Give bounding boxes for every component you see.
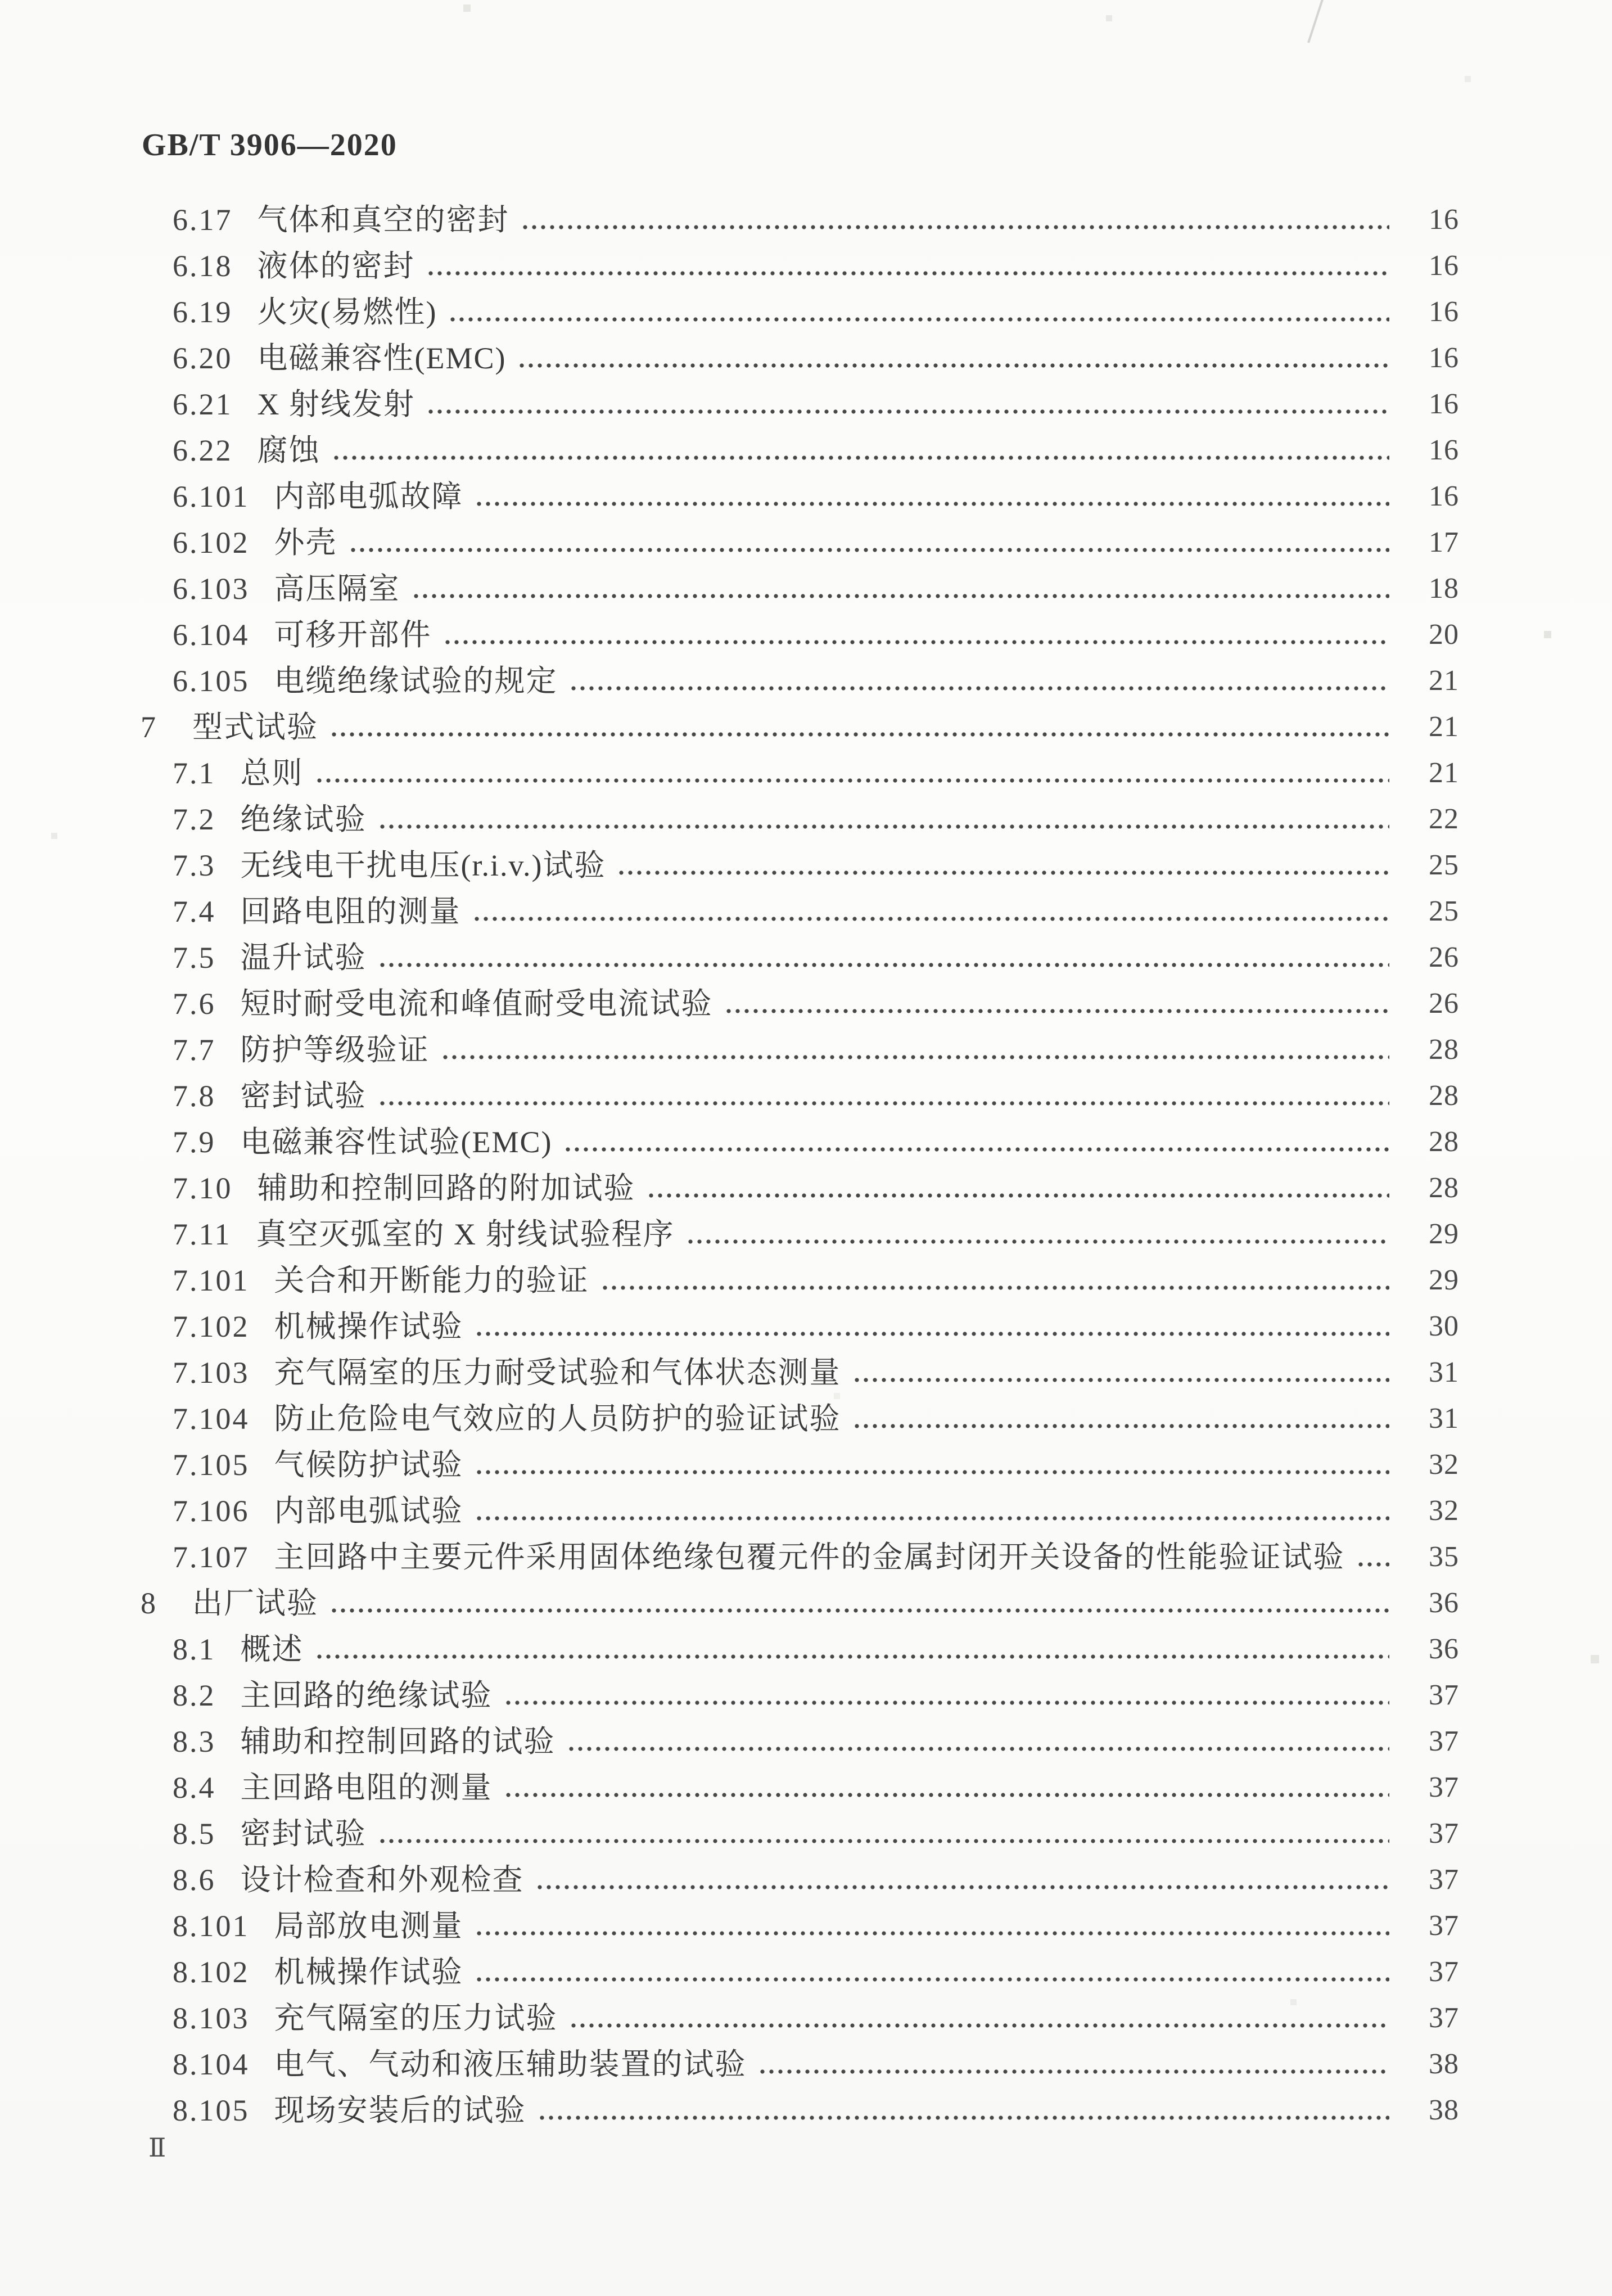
dot-leader: [329, 1607, 1389, 1614]
toc-entry-page: 18: [1429, 572, 1459, 605]
dot-leader: [448, 315, 1389, 323]
toc-entry-title: 主回路电阻的测量: [240, 1771, 493, 1805]
dot-leader: [852, 1376, 1390, 1384]
dot-leader: [315, 1653, 1390, 1661]
toc-entry: [141, 1303, 1459, 1350]
toc-entry: [141, 704, 1459, 750]
toc-entry-number: 7.103: [173, 1356, 250, 1390]
toc-entry-page: 26: [1429, 987, 1459, 1020]
toc-entry: [141, 1626, 1459, 1672]
toc-entry-title: 主回路中主要元件采用固体绝缘包覆元件的金属封闭开关设备的性能验证试验: [274, 1540, 1345, 1574]
toc-entry-title: X 射线发射: [257, 387, 415, 421]
toc-entry: [141, 566, 1459, 612]
toc-entry-page: 29: [1429, 1218, 1459, 1250]
toc-entry: [141, 2087, 1459, 2133]
toc-entry-number: 7.11: [173, 1217, 232, 1251]
toc-entry-number: 7.8: [173, 1079, 216, 1113]
toc-entry: [141, 842, 1459, 888]
toc-entry-number: 7.107: [173, 1540, 250, 1574]
toc-entry-page: 29: [1429, 1264, 1459, 1296]
toc-entry-title: 型式试验: [192, 710, 318, 744]
toc-entry-page: 16: [1429, 296, 1459, 328]
toc-entry: [141, 1995, 1459, 2041]
table-of-contents: [141, 197, 1459, 2133]
dot-leader: [472, 915, 1390, 923]
toc-entry: [141, 1396, 1459, 1442]
toc-entry-title: 出厂试验: [192, 1586, 318, 1620]
toc-entry-page: 25: [1429, 849, 1459, 881]
toc-entry-title: 机械操作试验: [274, 1955, 463, 1989]
toc-entry-number: 7.6: [173, 987, 216, 1021]
scan-artifacts: [0, 0, 1, 1]
toc-entry-title: 外壳: [274, 526, 337, 560]
toc-entry: [141, 1073, 1459, 1119]
toc-entry-number: 8.101: [173, 1909, 250, 1943]
toc-entry-number: 7.102: [173, 1310, 250, 1343]
toc-entry: [141, 2041, 1459, 2087]
dot-leader: [724, 1007, 1390, 1015]
toc-entry-number: 7.7: [173, 1033, 216, 1067]
dot-leader: [538, 2114, 1390, 2122]
toc-entry-title: 液体的密封: [257, 249, 415, 283]
scan-scratch-mark: [1307, 0, 1324, 43]
toc-entry: [141, 888, 1459, 935]
toc-entry-number: 8.104: [173, 2047, 250, 2081]
toc-entry-title: 气体和真空的密封: [257, 203, 509, 237]
toc-entry-number: 6.18: [173, 249, 233, 283]
dot-leader: [378, 1099, 1390, 1107]
toc-entry-number: 6.20: [173, 341, 233, 375]
toc-entry-title: 机械操作试验: [274, 1310, 463, 1343]
toc-entry-number: 8.6: [173, 1863, 216, 1897]
toc-entry-title: 密封试验: [240, 1079, 367, 1113]
dot-leader: [504, 1791, 1390, 1799]
toc-entry-title: 高压隔室: [274, 572, 400, 606]
toc-entry: [141, 612, 1459, 658]
toc-entry: [141, 1211, 1459, 1257]
toc-entry-title: 辅助和控制回路的试验: [240, 1725, 556, 1758]
toc-entry-number: 8.2: [173, 1679, 216, 1712]
dot-leader: [569, 684, 1390, 692]
dot-leader: [443, 638, 1390, 646]
toc-entry-page: 20: [1429, 619, 1459, 651]
toc-entry-page: 21: [1429, 757, 1459, 789]
dot-leader: [475, 1975, 1390, 1983]
dot-leader: [475, 500, 1390, 508]
toc-entry: [141, 1257, 1459, 1303]
toc-entry-title: 概述: [240, 1632, 304, 1666]
toc-entry-page: 38: [1429, 2094, 1459, 2126]
toc-entry: [141, 1672, 1459, 1718]
standard-number-header: GB/T 3906—2020: [142, 128, 398, 163]
toc-entry-page: 32: [1429, 1449, 1459, 1481]
toc-entry: [141, 520, 1459, 566]
toc-entry: [141, 289, 1459, 335]
toc-entry-page: 22: [1429, 803, 1459, 835]
toc-entry-page: 16: [1429, 204, 1459, 236]
toc-entry-title: 充气隔室的压力耐受试验和气体状态测量: [274, 1356, 841, 1390]
dot-leader: [475, 1468, 1390, 1476]
toc-entry-page: 28: [1429, 1126, 1459, 1158]
toc-entry-number: 6.101: [173, 480, 250, 513]
toc-entry-title: 主回路的绝缘试验: [240, 1679, 493, 1712]
dot-leader: [412, 592, 1390, 600]
toc-entry-page: 37: [1429, 1725, 1459, 1757]
toc-entry-title: 电缆绝缘试验的规定: [274, 664, 558, 698]
toc-entry-number: 6.17: [173, 203, 233, 237]
toc-entry-page: 21: [1429, 711, 1459, 743]
toc-entry: [141, 750, 1459, 796]
toc-entry-page: 37: [1429, 1771, 1459, 1803]
toc-entry: [141, 1580, 1459, 1626]
dot-leader: [567, 1745, 1390, 1753]
toc-entry: [141, 935, 1459, 981]
toc-entry: [141, 1718, 1459, 1765]
toc-entry-title: 可移开部件: [274, 618, 432, 652]
dot-leader: [315, 777, 1390, 784]
toc-entry-title: 真空灭弧室的 X 射线试验程序: [256, 1217, 675, 1251]
toc-entry-title: 电磁兼容性(EMC): [257, 341, 507, 375]
toc-entry-page: 36: [1429, 1633, 1459, 1665]
toc-entry-page: 26: [1429, 941, 1459, 973]
dot-leader: [378, 1837, 1390, 1845]
toc-entry-title: 绝缘试验: [240, 802, 367, 836]
toc-entry-title: 短时耐受电流和峰值耐受电流试验: [240, 987, 713, 1021]
toc-entry-number: 7.106: [173, 1494, 250, 1528]
toc-entry-page: 16: [1429, 480, 1459, 512]
toc-entry-title: 电磁兼容性试验(EMC): [240, 1125, 553, 1159]
dot-leader: [569, 2022, 1390, 2029]
toc-entry-number: 8.103: [173, 2001, 250, 2035]
toc-entry-number: 6.103: [173, 572, 250, 606]
toc-entry-title: 密封试验: [240, 1817, 367, 1851]
toc-entry-page: 38: [1429, 2048, 1459, 2080]
toc-entry-page: 21: [1429, 665, 1459, 697]
dot-leader: [475, 1929, 1390, 1937]
toc-entry-title: 腐蚀: [257, 434, 320, 467]
dot-leader: [600, 1284, 1390, 1292]
toc-entry-number: 7.101: [173, 1264, 250, 1297]
toc-entry: [141, 197, 1459, 243]
toc-entry: [141, 1165, 1459, 1211]
dot-leader: [349, 546, 1390, 554]
toc-entry: [141, 981, 1459, 1027]
toc-entry: [141, 473, 1459, 520]
toc-entry-page: 37: [1429, 1679, 1459, 1711]
toc-entry-title: 内部电弧试验: [274, 1494, 463, 1528]
toc-entry-page: 37: [1429, 1864, 1459, 1896]
toc-entry-number: 6.22: [173, 434, 233, 467]
toc-entry-page: 37: [1429, 2002, 1459, 2034]
page-number-footer: Ⅱ: [148, 2133, 166, 2162]
toc-entry: [141, 1811, 1459, 1857]
toc-entry-number: 7.10: [173, 1171, 233, 1205]
dot-leader: [475, 1330, 1390, 1338]
toc-entry-title: 防止危险电气效应的人员防护的验证试验: [274, 1402, 841, 1436]
toc-entry-number: 8.102: [173, 1955, 250, 1989]
toc-entry: [141, 796, 1459, 842]
toc-entry-title: 现场安装后的试验: [274, 2094, 526, 2127]
toc-entry-number: 8.5: [173, 1817, 216, 1851]
toc-entry-page: 31: [1429, 1356, 1459, 1388]
toc-entry-number: 6.105: [173, 664, 250, 698]
toc-entry-title: 温升试验: [240, 941, 367, 975]
toc-entry-number: 7.9: [173, 1125, 216, 1159]
dot-leader: [332, 454, 1390, 462]
toc-entry: [141, 1442, 1459, 1488]
toc-entry: [141, 1903, 1459, 1949]
toc-entry-title: 局部放电测量: [274, 1909, 463, 1943]
toc-entry: [141, 335, 1459, 381]
toc-entry-page: 37: [1429, 1956, 1459, 1988]
toc-entry-number: 7.1: [173, 756, 216, 790]
toc-entry: [141, 427, 1459, 473]
toc-entry: [141, 243, 1459, 289]
toc-entry: [141, 1857, 1459, 1903]
toc-entry-page: 31: [1429, 1402, 1459, 1435]
toc-entry-number: 8.1: [173, 1632, 216, 1666]
dot-leader: [441, 1053, 1390, 1061]
toc-entry-number: 7.5: [173, 941, 216, 975]
toc-entry-number: 7.3: [173, 849, 216, 882]
toc-entry-number: 7: [141, 710, 157, 744]
toc-entry-number: 7.2: [173, 802, 216, 836]
toc-entry: [141, 1027, 1459, 1073]
dot-leader: [852, 1422, 1390, 1430]
dot-leader: [563, 1145, 1389, 1153]
dot-leader: [647, 1192, 1390, 1199]
dot-leader: [758, 2068, 1390, 2076]
dot-leader: [475, 1514, 1390, 1522]
toc-entry-number: 7.4: [173, 895, 216, 928]
dot-leader: [426, 269, 1390, 277]
dot-leader: [521, 223, 1390, 231]
toc-entry: [141, 1119, 1459, 1165]
dot-leader: [517, 362, 1389, 369]
toc-entry-number: 6.21: [173, 387, 233, 421]
dot-leader: [686, 1238, 1390, 1246]
toc-entry-page: 16: [1429, 250, 1459, 282]
toc-entry-number: 8.105: [173, 2094, 250, 2127]
toc-entry-title: 充气隔室的压力试验: [274, 2001, 558, 2035]
toc-entry-number: 6.19: [173, 295, 233, 329]
toc-entry-title: 关合和开断能力的验证: [274, 1264, 589, 1297]
toc-entry: [141, 658, 1459, 704]
toc-entry-page: 17: [1429, 526, 1459, 558]
toc-entry-number: 7.105: [173, 1448, 250, 1482]
toc-entry-title: 内部电弧故障: [274, 480, 463, 513]
toc-entry-title: 回路电阻的测量: [240, 895, 461, 928]
toc-entry-number: 6.104: [173, 618, 250, 652]
toc-entry-number: 6.102: [173, 526, 250, 560]
toc-entry-title: 电气、气动和液压辅助装置的试验: [274, 2047, 747, 2081]
toc-entry-title: 设计检查和外观检查: [240, 1863, 524, 1897]
dot-leader: [617, 869, 1389, 877]
toc-entry-title: 火灾(易燃性): [257, 295, 437, 329]
toc-entry-number: 8.4: [173, 1771, 216, 1805]
toc-entry: [141, 1534, 1459, 1580]
toc-entry-page: 37: [1429, 1817, 1459, 1850]
dot-leader: [535, 1883, 1390, 1891]
toc-entry-title: 无线电干扰电压(r.i.v.)试验: [240, 849, 606, 882]
dot-leader: [378, 961, 1390, 969]
toc-entry: [141, 1765, 1459, 1811]
dot-leader: [378, 823, 1390, 831]
toc-entry-title: 辅助和控制回路的附加试验: [257, 1171, 635, 1205]
toc-entry: [141, 381, 1459, 427]
toc-entry: [141, 1488, 1459, 1534]
toc-entry-page: 16: [1429, 434, 1459, 466]
dot-leader: [329, 730, 1389, 738]
toc-entry-page: 32: [1429, 1495, 1459, 1527]
toc-entry-page: 37: [1429, 1910, 1459, 1942]
toc-entry-number: 8.3: [173, 1725, 216, 1758]
dot-leader: [1356, 1560, 1390, 1568]
dot-leader: [504, 1699, 1390, 1707]
toc-entry-page: 28: [1429, 1172, 1459, 1204]
toc-entry-page: 16: [1429, 342, 1459, 374]
toc-entry-title: 气候防护试验: [274, 1448, 463, 1482]
toc-entry-title: 总则: [240, 756, 304, 790]
toc-entry-page: 28: [1429, 1080, 1459, 1112]
toc-entry-title: 防护等级验证: [240, 1033, 430, 1067]
toc-entry-page: 30: [1429, 1310, 1459, 1342]
toc-entry-page: 35: [1429, 1541, 1459, 1573]
toc-entry-number: 7.104: [173, 1402, 250, 1436]
toc-entry: [141, 1949, 1459, 1995]
toc-entry: [141, 1350, 1459, 1396]
toc-entry-number: 8: [141, 1586, 157, 1620]
toc-entry-page: 16: [1429, 388, 1459, 420]
toc-entry-page: 28: [1429, 1034, 1459, 1066]
toc-entry-page: 36: [1429, 1587, 1459, 1619]
toc-entry-page: 25: [1429, 895, 1459, 927]
dot-leader: [426, 408, 1389, 416]
